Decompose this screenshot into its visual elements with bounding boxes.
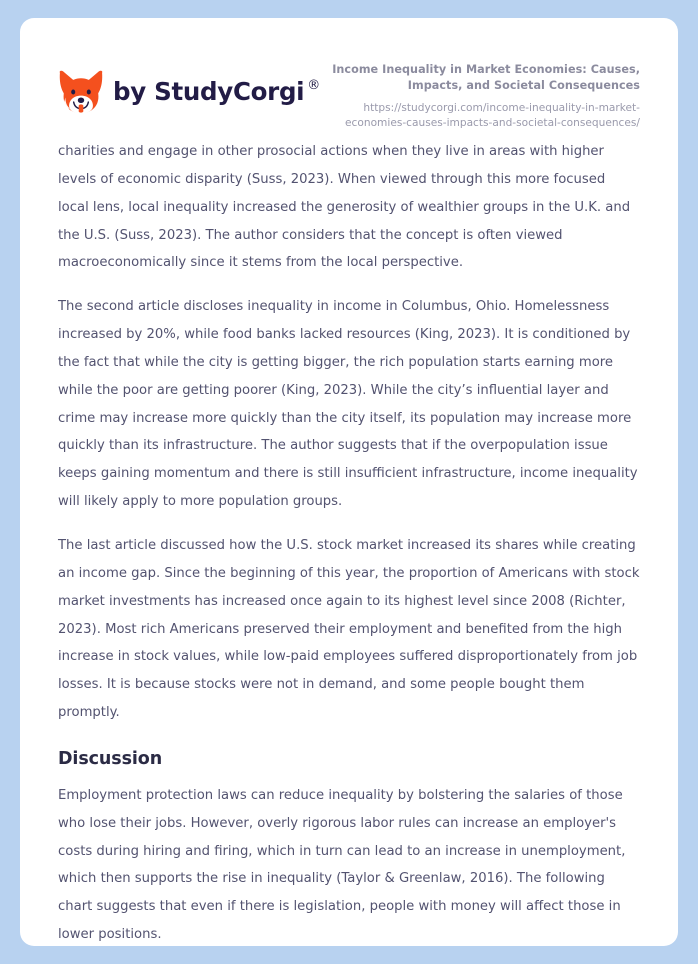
document-content <box>20 138 678 946</box>
registered-trademark-icon: ® <box>307 77 321 93</box>
document-page <box>20 18 678 946</box>
document-meta <box>320 58 640 131</box>
document-title: Income Inequality in Market Economies: Causes, Impacts, and Societal Consequences <box>332 63 640 92</box>
paragraph: The last article discussed how the U.S. stock market increased its shares while creating an income gap. Since the beginning of this year, the proportion of Americans with stock market investments has increased once again to its highest level since 2008 (Richter, 2023). Most rich Americans preserved their employment and benefited from the high increase in stock values, while low-paid employees suffered disproportionately from job losses. It is because stocks were not in demand, and some people bought them promptly. <box>58 537 640 721</box>
document-url[interactable]: https://studycorgi.com/income-inequality-in-market-economies-causes-impacts-and-societal-consequences/ <box>345 101 640 129</box>
paragraph: The second article discloses inequality in income in Columbus, Ohio. Homelessness increased by 20%, while food banks lacked resources (King, 2023). It is conditioned by the fact that while the city is getting bigger, the rich population starts earning more while the poor are getting poorer (King, 2023). While the city’s influential layer and crime may increase more quickly than the city itself, its population may increase more quickly than its infrastructure. The author suggests that if the overpopulation issue keeps gaining momentum and there is still insufficient infrastructure, income inequality will likely apply to more population groups. <box>58 299 638 510</box>
brand-name-text: by StudyCorgi <box>113 76 305 106</box>
paragraph: charities and engage in other prosocial actions when they live in areas with higher levels of economic disparity (Suss, 2023). When viewed through this more focused local lens, local inequality increased the generosity of wealthier groups in the U.K. and the U.S. (Suss, 2023). The author considers that the concept is often viewed macroeconomically since it stems from the local perspective. <box>58 144 631 271</box>
brand-wordmark <box>113 76 321 106</box>
corgi-logo-icon <box>58 70 104 114</box>
section-heading-discussion: Discussion <box>58 748 163 769</box>
brand-logo-group <box>58 58 320 114</box>
page-header <box>20 18 678 138</box>
paragraph: Employment protection laws can reduce inequality by bolstering the salaries of those who lose their jobs. However, overly rigorous labor rules can increase an employer's costs during hiring and firing, which in turn can lead to an increase in unemployment, which then supports the rise in inequality (Taylor & Greenlaw, 2016). The following chart suggests that even if there is legislation, people with money will affect those in lower positions. <box>58 787 626 943</box>
